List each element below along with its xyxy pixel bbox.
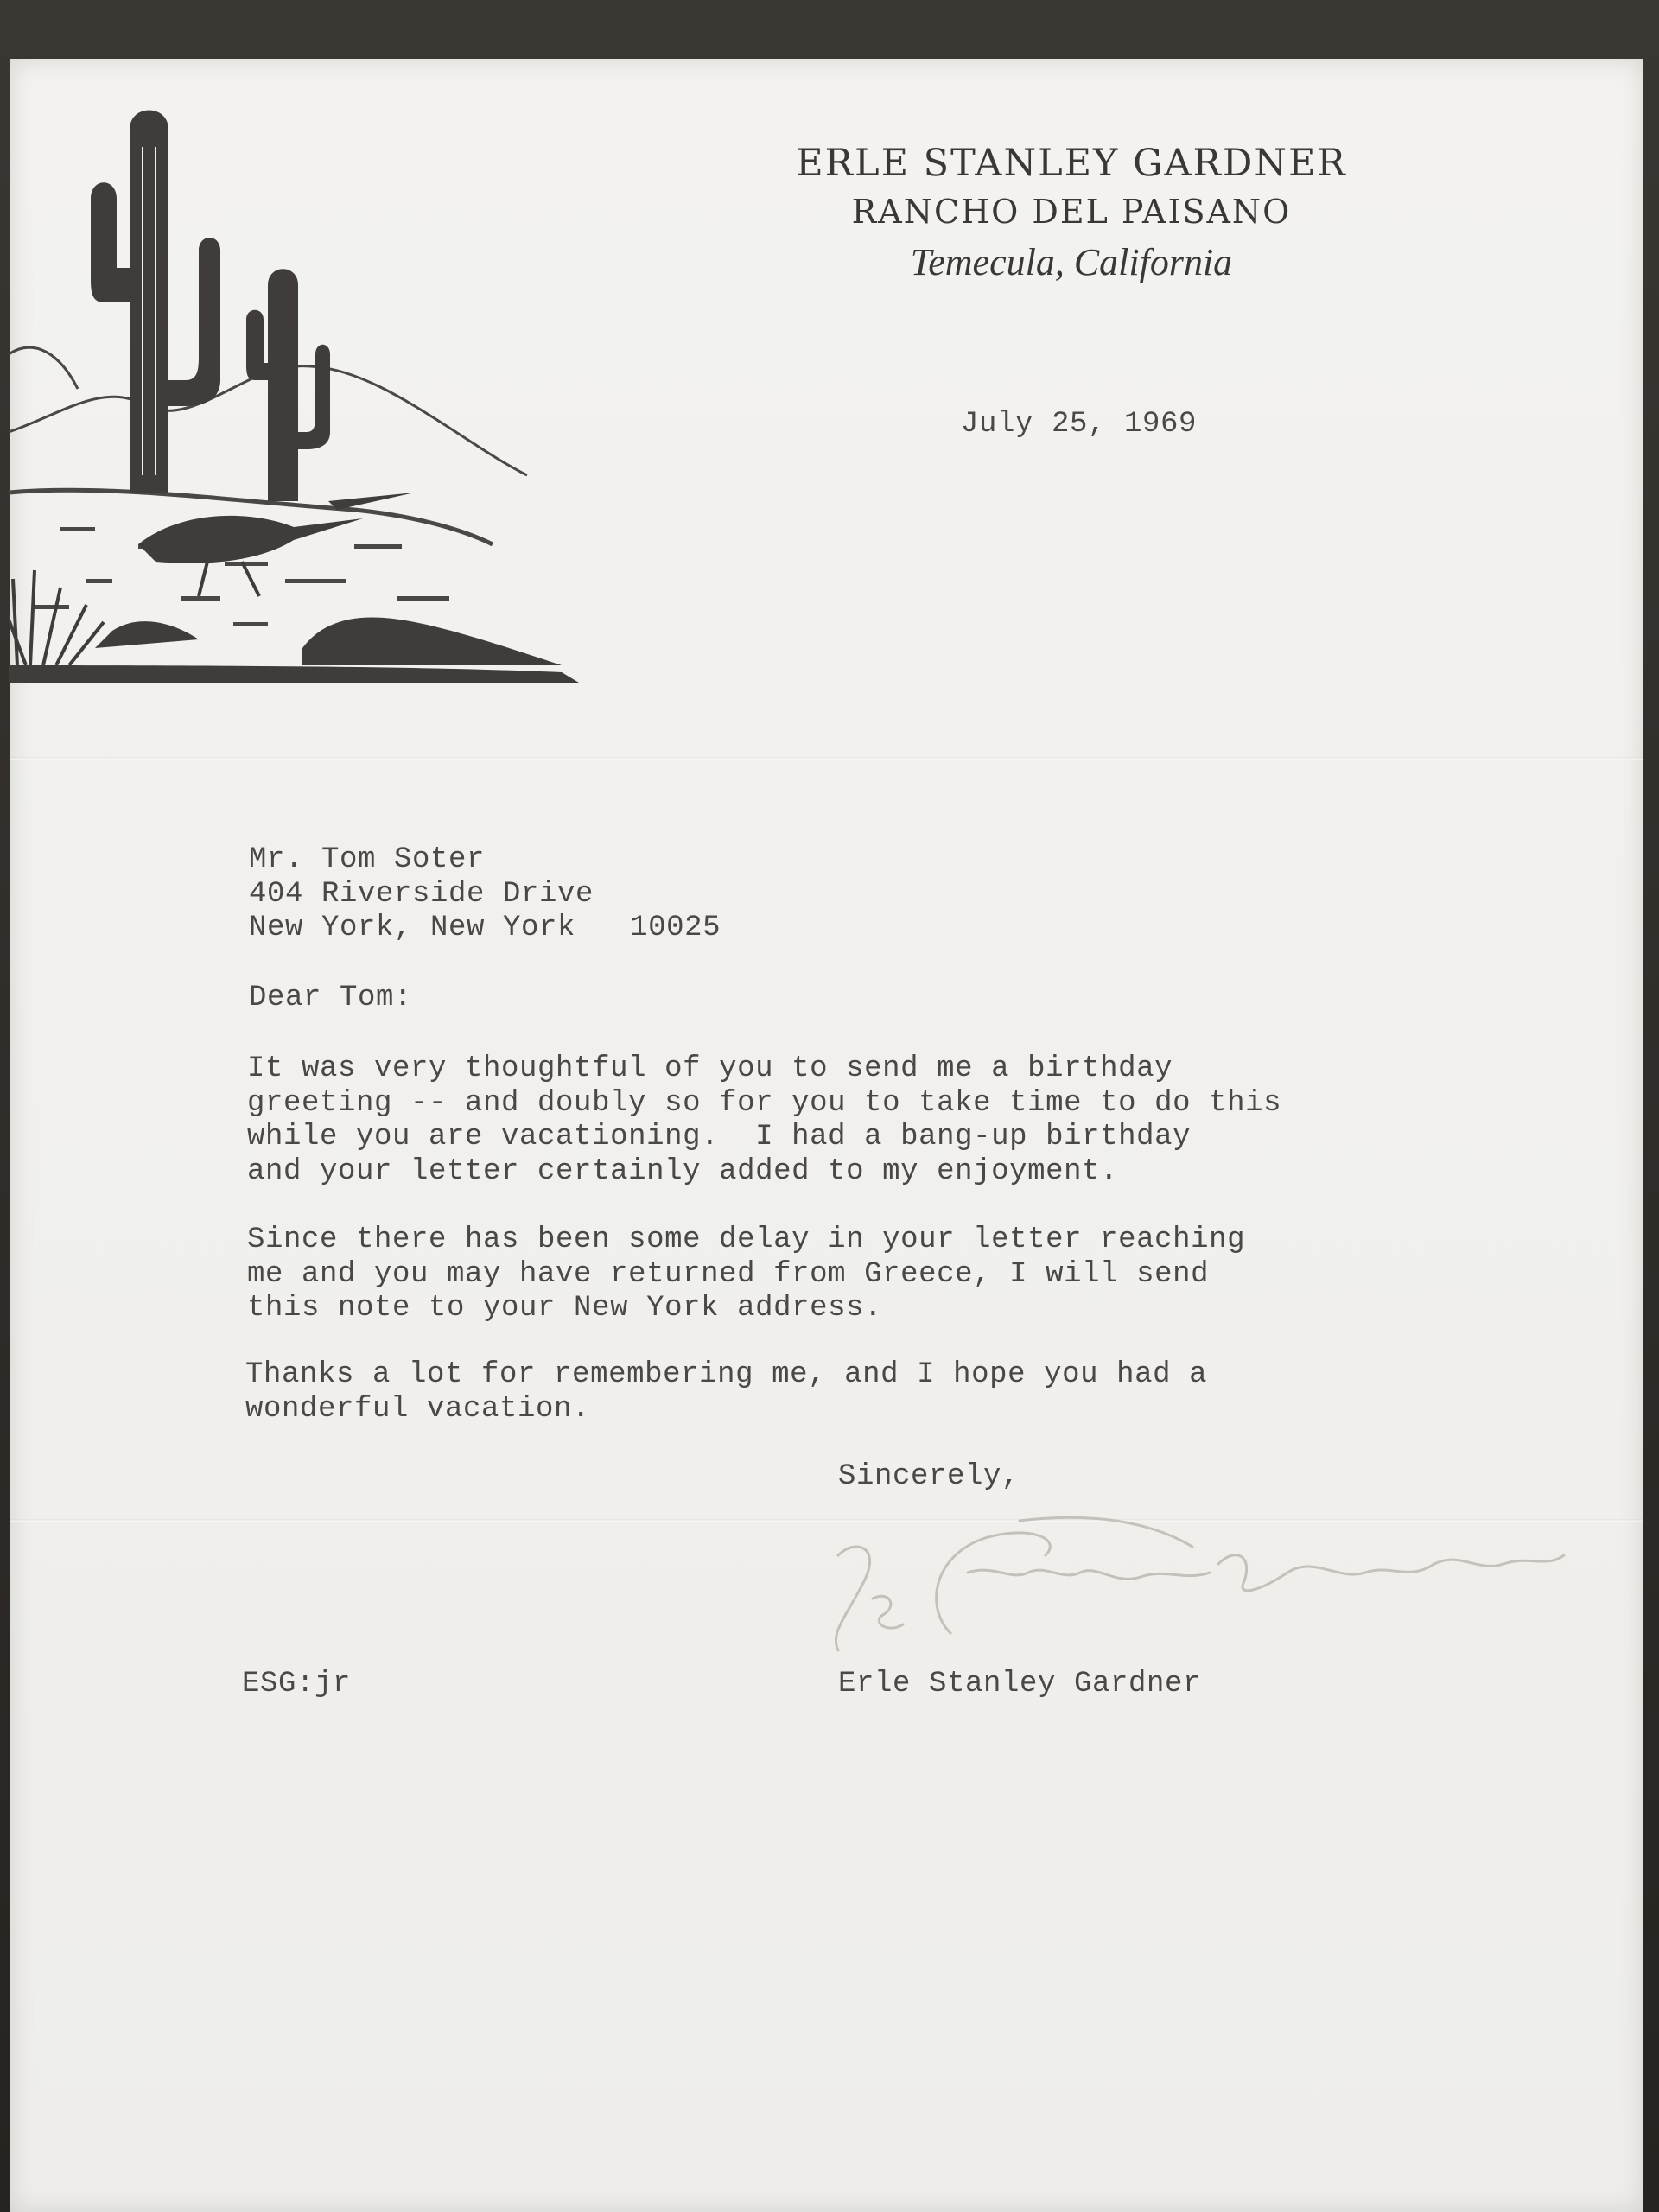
letterhead-name: ERLE STANLEY GARDNER [796, 142, 1347, 185]
body-line: Since there has been some delay in your letter reaching [247, 1224, 1246, 1256]
body-line: me and you may have returned from Greece, I will send [247, 1257, 1210, 1291]
letterhead [553, 138, 1590, 290]
letterhead-ranch: RANCHO DEL PAISANO [851, 193, 1292, 231]
body-line: this note to your New York address. [247, 1292, 883, 1325]
handwritten-signature [804, 1503, 1616, 1668]
body-line: while you are vacationing. I had a bang-up birthday [247, 1121, 1192, 1154]
body-line: wonderful vacation. [245, 1392, 591, 1426]
body-line: Thanks a lot for remembering me, and I hope you had a [245, 1358, 1208, 1391]
body-paragraph-2 [247, 1224, 1245, 1326]
body-line: It was very thoughtful of you to send me a birthday [247, 1052, 1173, 1085]
recipient-address [249, 843, 721, 946]
letterhead-place: Temecula, California [910, 241, 1233, 283]
salutation: Dear Tom: [249, 982, 413, 1014]
typed-signature-name: Erle Stanley Gardner [838, 1668, 1202, 1700]
address-line: Mr. Tom Soter [249, 843, 486, 876]
closing: Sincerely, [838, 1460, 1020, 1493]
body-paragraph-1 [247, 1052, 1281, 1189]
address-line: 404 Riverside Drive [249, 877, 594, 911]
desert-cactus-illustration [9, 95, 579, 683]
address-line: New York, New York 10025 [249, 912, 721, 944]
body-paragraph-3 [245, 1358, 1207, 1427]
letter-date: July 25, 1969 [961, 408, 1198, 441]
paper-fold [10, 757, 1643, 760]
typist-initials: ESG:jr [242, 1668, 352, 1700]
body-line: and your letter certainly added to my enjoyment. [247, 1154, 1119, 1188]
body-line: greeting -- and doubly so for you to take time to do this [247, 1086, 1282, 1120]
